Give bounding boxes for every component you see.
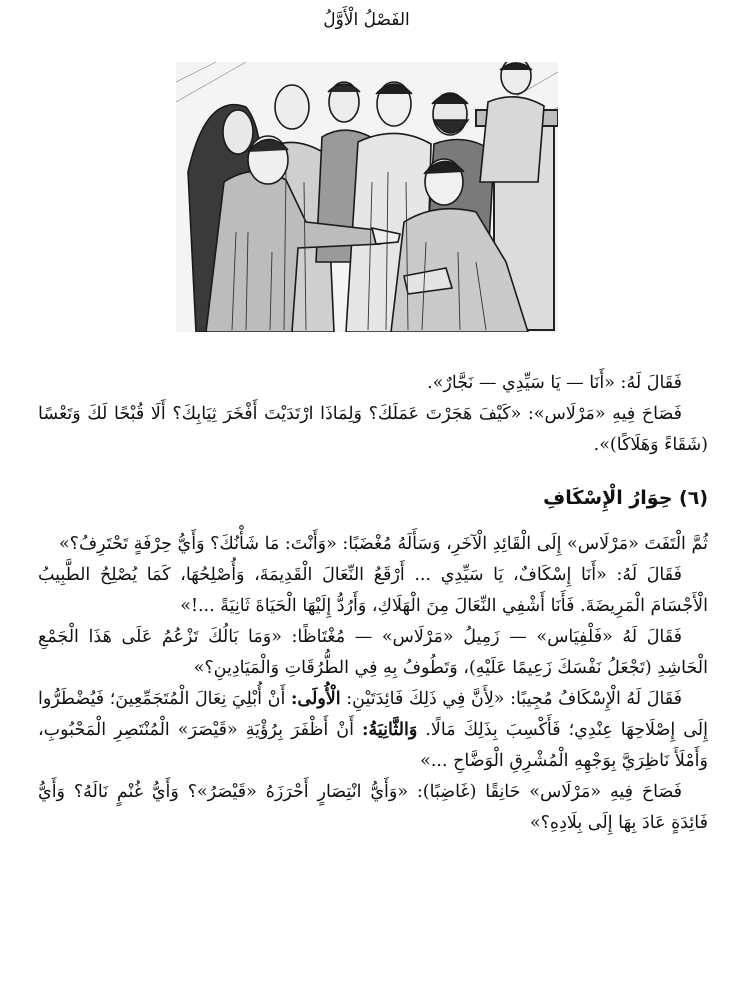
first-text: أَنْ أُبْلِيَ نِعَالَ الْمُتَجَمِّعِينَ؛ فَيُضْطَرُّوا إِلَى إِصْلَاحِهَا عِنْدِي؛ فَأَكْسِبَ بِذَلِكَ مَالًا. [38, 689, 708, 740]
benefits-intro: فَقَالَ لَهُ الْإِسْكَافُ مُجِيبًا: «لِأَنَّ فِي ذَلِكَ فَائِدَتَيْنِ: [340, 689, 682, 709]
paragraph: فَصَاحَ فِيهِ «مَرْلَاس» حَانِقًا (غَاضِبًا): «وَأَيُّ انْتِصَارٍ أَحْرَزَهُ «قَيْصَرُ»؟ وَأَيُّ غُنْمٍ نَالَهُ؟ وَأَيُّ فَائِدَةٍ عَادَ بِهَا إِلَى بِلَادِهِ؟» [38, 782, 708, 833]
paragraph-benefits [38, 684, 708, 777]
second-label: وَالثَّانِيَةُ: [362, 720, 418, 740]
body-text [38, 368, 708, 839]
illustration-roman-crowd [176, 62, 558, 332]
second-text: أَنْ أَظْفَرَ بِرُؤْيَةِ «قَيْصَرَ» الْمُنْتَصِرِ الْمَحْبُوبِ، وَأَمْلَأَ نَاظِرَيَّ بِوَجْهِهِ الْمُشْرِقِ الْوَضَّاحِ ...» [38, 720, 708, 771]
section-heading: (٦) حِوَارُ الْإِسْكَافِ [543, 487, 708, 509]
first-label: الْأُولَى: [290, 689, 341, 709]
paragraph: ثُمَّ الْتَفَتَ «مَرْلَاس» إِلَى الْقَائِدِ الْآخَرِ، وَسَأَلَهُ مُغْضَبًا: «وَأَنْتَ: مَا شَأْنُكَ؟ وَأَيُّ حِرْفَةٍ تَحْتَرِفُ؟» [58, 534, 708, 554]
chapter-title: الفَصْلُ الْأَوَّلُ [323, 10, 410, 30]
paragraph: فَقَالَ لَهُ: «أَنَا — يَا سَيِّدِي — نَجَّارٌ». [427, 373, 682, 393]
paragraph: فَصَاحَ فِيهِ «مَرْلَاس»: «كَيْفَ هَجَرْتَ عَمَلَكَ؟ وَلِمَاذَا ارْتَدَيْتَ أَفْخَرَ ثِيَابِكَ؟ أَلَا قُبْحًا لَكَ وَتَعْسًا (شَقَاءً وَهَلَاكًا)». [38, 404, 708, 455]
paragraph: فَقَالَ لَهُ: «أَنَا إِسْكَافٌ، يَا سَيِّدِي ... أَرْقَعُ النِّعَالَ الْقَدِيمَةَ، وَأُصْلِحُهَا، كَمَا يُصْلِحُ الطَّبِيبُ الْأَجْسَامَ الْمَرِيضَةَ. فَأَنَا أَشْفِي النِّعَالَ مِنَ الْهَلَاكِ، وَأَرُدُّ إِلَيْهَا الْحَيَاةَ ثَانِيَةً ...!» [38, 565, 708, 616]
illustration-drawing [176, 62, 558, 332]
paragraph: فَقَالَ لَهُ «فَلْفِيَاس» — زَمِيلُ «مَرْلَاس» — مُغْتَاظًا: «وَمَا بَالُكَ تَزْعُمُ عَلَى هَذَا الْجَمْعِ الْحَاشِدِ (تَجْعَلُ نَفْسَكَ زَعِيمًا عَلَيْهِ)، وَتَطُوفُ بِهِ فِي الطُّرُقَاتِ وَالْمَيَادِينِ؟» [38, 627, 708, 678]
